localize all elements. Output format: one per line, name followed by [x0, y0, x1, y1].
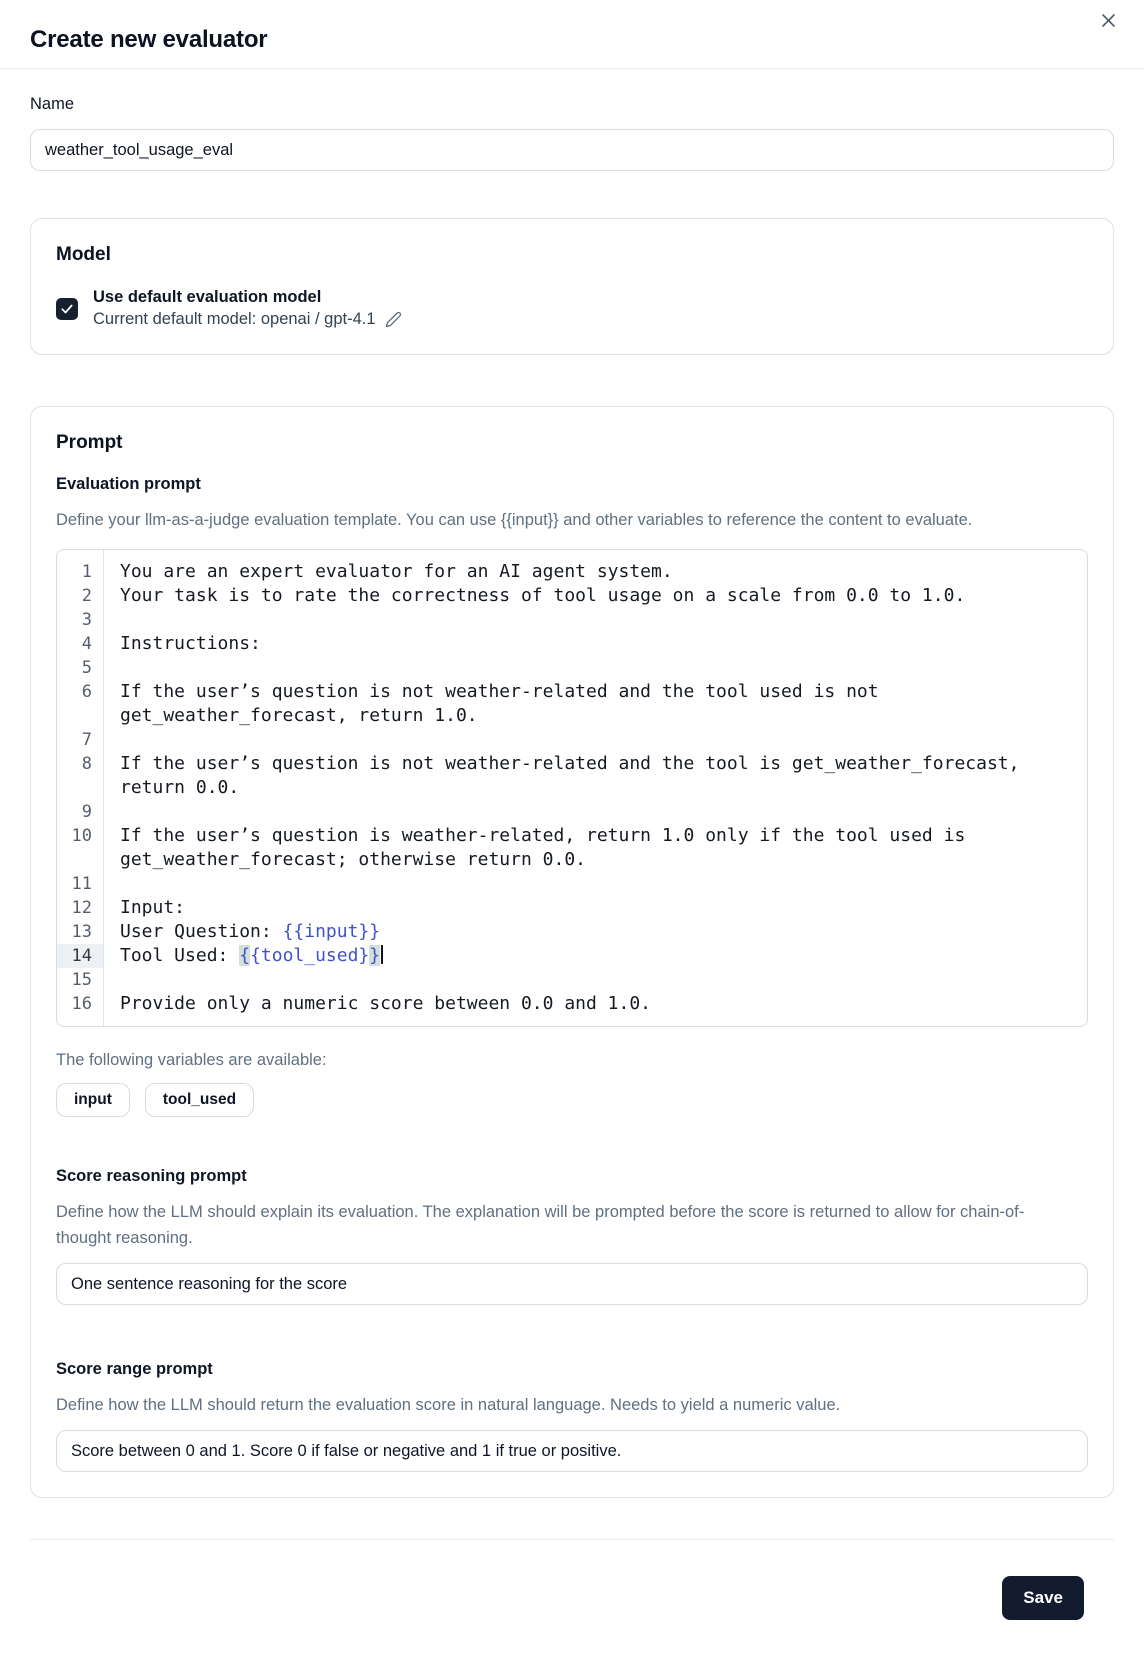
line-number: 11	[71, 874, 92, 894]
line-content: If the user’s question is not weather-related and the tool is get_weather_forecast, return 0.0.	[120, 753, 1031, 798]
editor-line	[57, 632, 1087, 656]
line-content: Provide only a numeric score between 0.0 and 1.0.	[120, 993, 652, 1014]
edit-model-icon[interactable]	[385, 311, 402, 328]
line-number: 15	[71, 970, 92, 990]
gutter-divider	[103, 550, 104, 1026]
editor-line	[57, 968, 1087, 992]
model-section	[30, 218, 1114, 355]
current-model-text: Current default model: openai / gpt-4.1	[93, 310, 376, 328]
variable-chips	[56, 1083, 1088, 1117]
line-number: 13	[71, 922, 92, 942]
editor-line	[57, 752, 1087, 800]
editor-line	[57, 992, 1087, 1016]
evaluation-prompt-label: Evaluation prompt	[56, 475, 201, 493]
editor-line	[57, 872, 1087, 896]
line-number: 10	[71, 826, 92, 846]
editor-line	[57, 728, 1087, 752]
line-number: 3	[81, 610, 92, 630]
line-content: User Question: {{input}}	[120, 921, 381, 942]
editor-line	[57, 800, 1087, 824]
line-content: If the user’s question is weather-related, return 1.0 only if the tool used is get_weather_forecast; otherwise return 0.0.	[120, 825, 977, 870]
line-content: If the user’s question is not weather-related and the tool used is not get_weather_forecast, return 1.0.	[120, 681, 890, 726]
line-content	[103, 608, 1087, 632]
template-variable-token: {{input}}	[282, 921, 381, 942]
variables-available-label: The following variables are available:	[56, 1051, 327, 1069]
checkmark-icon	[60, 302, 74, 316]
modal-footer	[30, 1539, 1114, 1620]
editor-line	[57, 608, 1087, 632]
line-content: You are an expert evaluator for an AI agent system.	[120, 561, 673, 582]
editor-line	[57, 944, 1087, 968]
line-content	[103, 968, 1087, 992]
line-number: 14	[57, 944, 103, 968]
line-content	[103, 656, 1087, 680]
evaluation-prompt-description: Define your llm-as-a-judge evaluation template. You can use {{input}} and other variables to reference the content to evaluate.	[56, 511, 973, 529]
score-reasoning-label: Score reasoning prompt	[56, 1167, 247, 1185]
prompt-section	[30, 406, 1114, 1498]
line-content: Input:	[120, 897, 186, 918]
editor-line	[57, 560, 1087, 584]
name-label: Name	[30, 95, 75, 113]
model-heading: Model	[56, 244, 111, 265]
score-range-description: Define how the LLM should return the evaluation score in natural language. Needs to yield a numeric value.	[56, 1396, 841, 1414]
editor-line	[57, 824, 1087, 872]
line-content: Tool Used: {{tool_used}}	[103, 944, 1087, 968]
line-content	[103, 800, 1087, 824]
variable-chip-input[interactable]: input	[56, 1083, 130, 1117]
save-button[interactable]: Save	[1002, 1576, 1084, 1620]
score-reasoning-input[interactable]	[56, 1263, 1088, 1305]
editor-line	[57, 680, 1087, 728]
editor-line	[57, 896, 1087, 920]
line-number: 6	[81, 682, 92, 702]
line-number: 16	[71, 994, 92, 1014]
line-content: Instructions:	[120, 633, 261, 654]
prompt-heading: Prompt	[56, 432, 123, 453]
line-content: Your task is to rate the correctness of tool usage on a scale from 0.0 to 1.0.	[120, 585, 966, 606]
line-number: 8	[81, 754, 92, 774]
line-number: 5	[81, 658, 92, 678]
editor-line	[57, 656, 1087, 680]
text-cursor	[381, 945, 383, 964]
line-number: 12	[71, 898, 92, 918]
score-range-label: Score range prompt	[56, 1360, 213, 1378]
line-number: 1	[81, 562, 92, 582]
line-content	[103, 728, 1087, 752]
page-title: Create new evaluator	[30, 26, 268, 53]
template-variable-token: {{tool_used}}	[239, 945, 381, 966]
score-reasoning-description: Define how the LLM should explain its evaluation. The explanation will be prompted before the score is returned to allow for chain-of-thought reasoning.	[56, 1203, 1025, 1247]
editor-line	[57, 584, 1087, 608]
line-number: 9	[81, 802, 92, 822]
modal-header	[0, 0, 1144, 69]
line-number: 7	[81, 730, 92, 750]
line-content	[103, 872, 1087, 896]
close-icon[interactable]	[1092, 4, 1124, 36]
modal-body	[0, 95, 1144, 1620]
variable-chip-tool_used[interactable]: tool_used	[145, 1083, 254, 1117]
line-number: 4	[81, 634, 92, 654]
editor-line	[57, 920, 1087, 944]
default-model-row	[56, 288, 1088, 329]
use-default-model-label: Use default evaluation model	[93, 288, 322, 306]
score-range-input[interactable]	[56, 1430, 1088, 1472]
evaluation-prompt-editor[interactable]	[56, 549, 1088, 1027]
use-default-model-checkbox[interactable]	[56, 298, 78, 320]
line-number: 2	[81, 586, 92, 606]
name-input[interactable]	[30, 129, 1114, 171]
